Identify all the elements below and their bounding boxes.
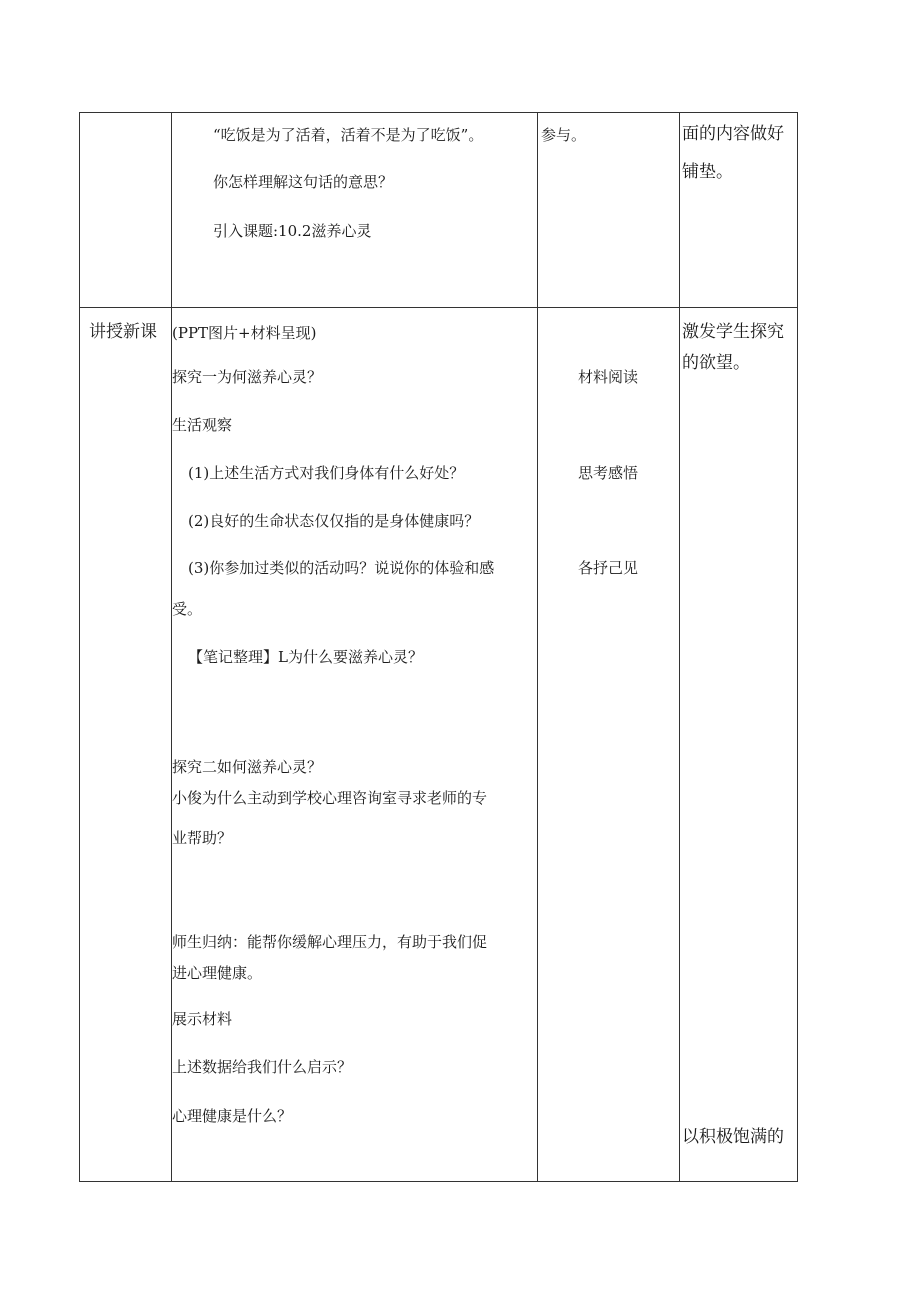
data-question: 上述数据给我们什么启示？ (172, 1058, 353, 1076)
row-divider (79, 307, 798, 308)
question-line: 你怎样理解这句话的意思？ (213, 173, 394, 191)
table-border-right (797, 112, 798, 1182)
ppt-note: (PPT图片+材料呈现) (172, 324, 317, 342)
column-divider-3 (679, 112, 680, 1182)
intent-line-1: 面的内容做好 (682, 124, 784, 144)
topic-intro-line: 引入课题:10.2滋养心灵 (213, 222, 372, 240)
question-1: (1)上述生活方式对我们身体有什么好处？ (188, 464, 465, 482)
student-activity-sharing: 各抒己见 (578, 559, 639, 577)
column-divider-2 (537, 112, 538, 1182)
student-activity-reading: 材料阅读 (578, 368, 639, 386)
explore-1-heading: 探究一为何滋养心灵？ (172, 368, 323, 386)
table-border-top (79, 112, 798, 113)
table-border-left (79, 112, 80, 1182)
intent-line-3: 激发学生探究 (682, 322, 784, 342)
show-material: 展示材料 (172, 1010, 233, 1028)
quote-line: “吃饭是为了活着，活着不是为了吃饭”。 (213, 126, 484, 144)
student-activity: 参与。 (541, 126, 587, 144)
intent-line-4: 的欲望。 (682, 353, 750, 373)
question-3-line-1: (3)你参加过类似的活动吗？说说你的体验和感 (188, 559, 495, 577)
summary-line-1: 师生归纳：能帮你缓解心理压力，有助于我们促 (172, 933, 488, 951)
summary-line-2: 进心理健康。 (172, 964, 263, 982)
intent-line-2: 铺垫。 (682, 162, 733, 182)
life-observation: 生活观察 (172, 416, 233, 434)
student-activity-thinking: 思考感悟 (578, 464, 639, 482)
question-2: (2)良好的生命状态仅仅指的是身体健康吗？ (188, 512, 480, 530)
health-question: 心理健康是什么？ (172, 1107, 293, 1125)
notes-heading: 【笔记整理】L为什么要滋养心灵？ (188, 648, 423, 666)
explore-2-heading: 探究二如何滋养心灵？ (172, 758, 323, 776)
intent-line-5: 以积极饱满的 (682, 1127, 784, 1147)
case-question-line-2: 业帮助？ (172, 829, 233, 847)
case-question-line-1: 小俊为什么主动到学校心理咨询室寻求老师的专 (172, 789, 488, 807)
question-3-line-2: 受。 (172, 600, 203, 618)
table-border-bottom (79, 1181, 798, 1182)
stage-label: 讲授新课 (89, 322, 157, 342)
